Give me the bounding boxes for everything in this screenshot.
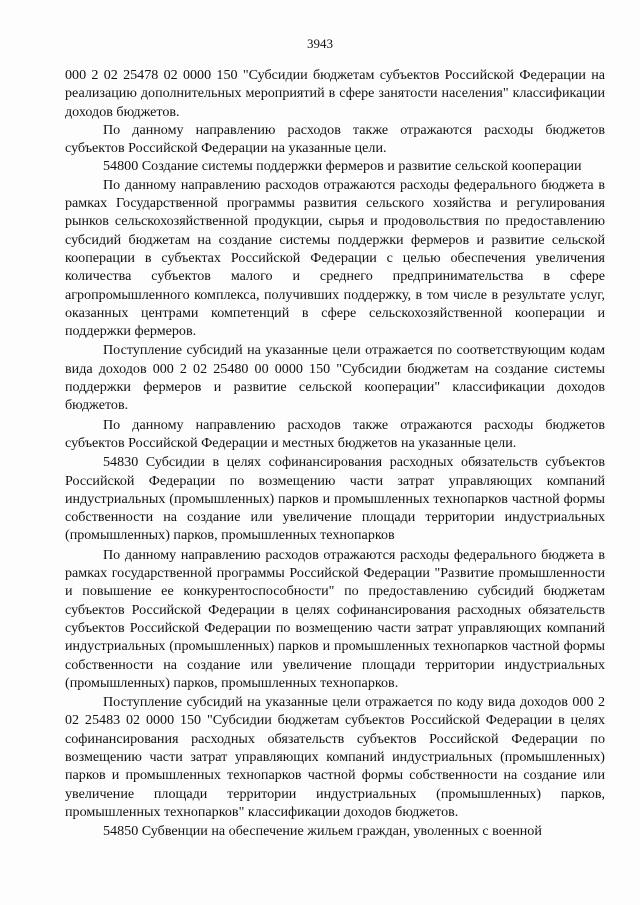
paragraph-income-code-25478: 000 2 02 25478 02 0000 150 "Субсидии бюджетам субъектов Российской Федерации на реализацию дополнительных мероприятий в сфере занятости населения" классификации доходов бюджетов. <box>65 67 605 120</box>
paragraph-54800-income-code: Поступление субсидий на указанные цели отражается по соответствующим кодам вида доходов 000 2 02 25480 00 0000 150 "Субсидии бюджетам на создание системы поддержки фермеров и развитие сельской кооперации" классификации доходов бюджетов. <box>65 342 605 414</box>
paragraph-regional-expenses-note: По данному направлению расходов также отражаются расходы бюджетов субъектов Российской Федерации на указанные цели. <box>65 121 605 157</box>
paragraph-54800-description: По данному направлению расходов отражаются расходы федерального бюджета в рамках Государственной программы развития сельского хозяйства и регулирования рынков сельскохозяйственной продукции, сырья и продовольствия по предоставлению субсидий бюджетам на создание системы поддержки фермеров и развитие сельской кооперации в субъектах Российской Федерации с целью обеспечения увеличения количества субъектов малого и среднего предпринимательства в сфере агропромышленного комплекса, получивших поддержку, в том числе в результате услуг, оказанных центрами компетенций в сфере сельскохозяйственной кооперации и поддержки фермеров. <box>65 176 605 340</box>
section-heading-54800: 54800 Создание системы поддержки фермеров и развитие сельской кооперации <box>103 158 582 175</box>
document-body <box>65 66 605 840</box>
section-heading-54850: 54850 Субвенции на обеспечение жильем граждан, уволенных с военной <box>103 823 542 840</box>
page-number: 3943 <box>307 36 333 51</box>
paragraph-54800-regional-note: По данному направлению расходов также отражаются расходы бюджетов субъектов Российской Федерации и местных бюджетов на указанные цели. <box>65 416 605 451</box>
section-heading-54830: 54830 Субсидии в целях софинансирования расходных обязательств субъектов Российской Федерации по возмещению части затрат управляющих компаний индустриальных (промышленных) парков и промышленных технопарков частной формы собственности на создание или увеличение площади территории индустриальных (промышленных) парков, промышленных технопарков <box>65 454 605 544</box>
paragraph-54830-description: По данному направлению расходов отражаются расходы федерального бюджета в рамках государственной программы Российской Федерации "Развитие промышленности и повышение ее конкурентоспособности" по предоставлению субсидий бюджетам субъектов Российской Федерации в целях софинансирования расходных обязательств субъектов Российской Федерации по возмещению части затрат управляющих компаний индустриальных (промышленных) парков и промышленных технопарков частной формы собственности на создание или увеличение площади территории индустриальных (промышленных) парков, промышленных технопарков. <box>65 546 605 691</box>
paragraph-54830-income-code: Поступление субсидий на указанные цели отражается по коду вида доходов 000 2 02 25483 02 0000 150 "Субсидии бюджетам субъектов Российской Федерации в целях софинансирования расходных обязательств субъектов Российской Федерации по возмещению части затрат управляющих компаний индустриальных (промышленных) парков и промышленных технопарков частной формы собственности на создание или увеличение площади территории индустриальных (промышленных) парков, промышленных технопарков" классификации доходов бюджетов. <box>65 694 605 820</box>
